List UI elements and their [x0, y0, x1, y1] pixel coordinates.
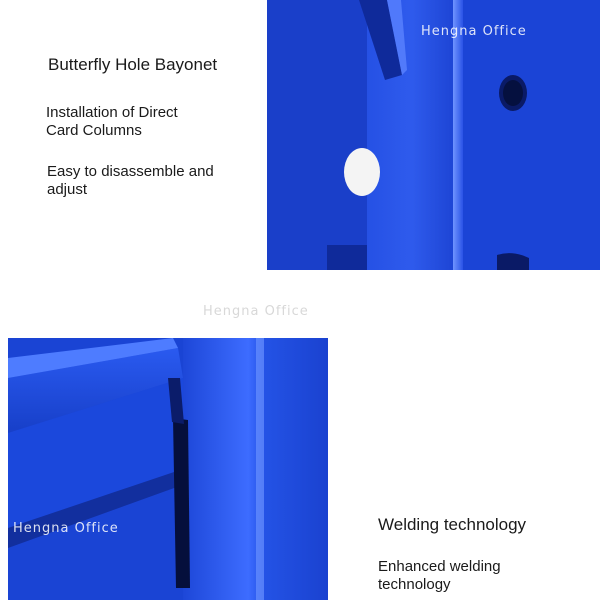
- welding-joint-photo: [8, 338, 328, 600]
- feature-title-bayonet: Butterfly Hole Bayonet: [48, 55, 218, 74]
- feature-line-disassemble: [47, 163, 214, 199]
- feature-line-welding: [378, 558, 501, 594]
- column-bayonet-illustration: [267, 0, 600, 270]
- feature-line-disassemble-2: adjust: [47, 181, 88, 198]
- feature-line-installation-1: Installation of Direct: [46, 104, 178, 121]
- feature-line-installation-2: Card Columns: [46, 122, 142, 139]
- feature-line-welding-2: technology: [378, 576, 451, 593]
- watermark-bottom: Hengna Office: [13, 521, 119, 536]
- feature-line-installation: [46, 104, 178, 140]
- watermark-top: Hengna Office: [421, 24, 527, 39]
- feature-title-welding: Welding technology: [378, 515, 527, 534]
- feature-line-disassemble-1: Easy to disassemble and: [47, 163, 214, 180]
- welding-joint-illustration: [8, 338, 328, 600]
- column-bayonet-photo: [267, 0, 600, 270]
- feature-line-welding-1: Enhanced welding: [378, 558, 501, 575]
- watermark-center: Hengna Office: [203, 304, 309, 319]
